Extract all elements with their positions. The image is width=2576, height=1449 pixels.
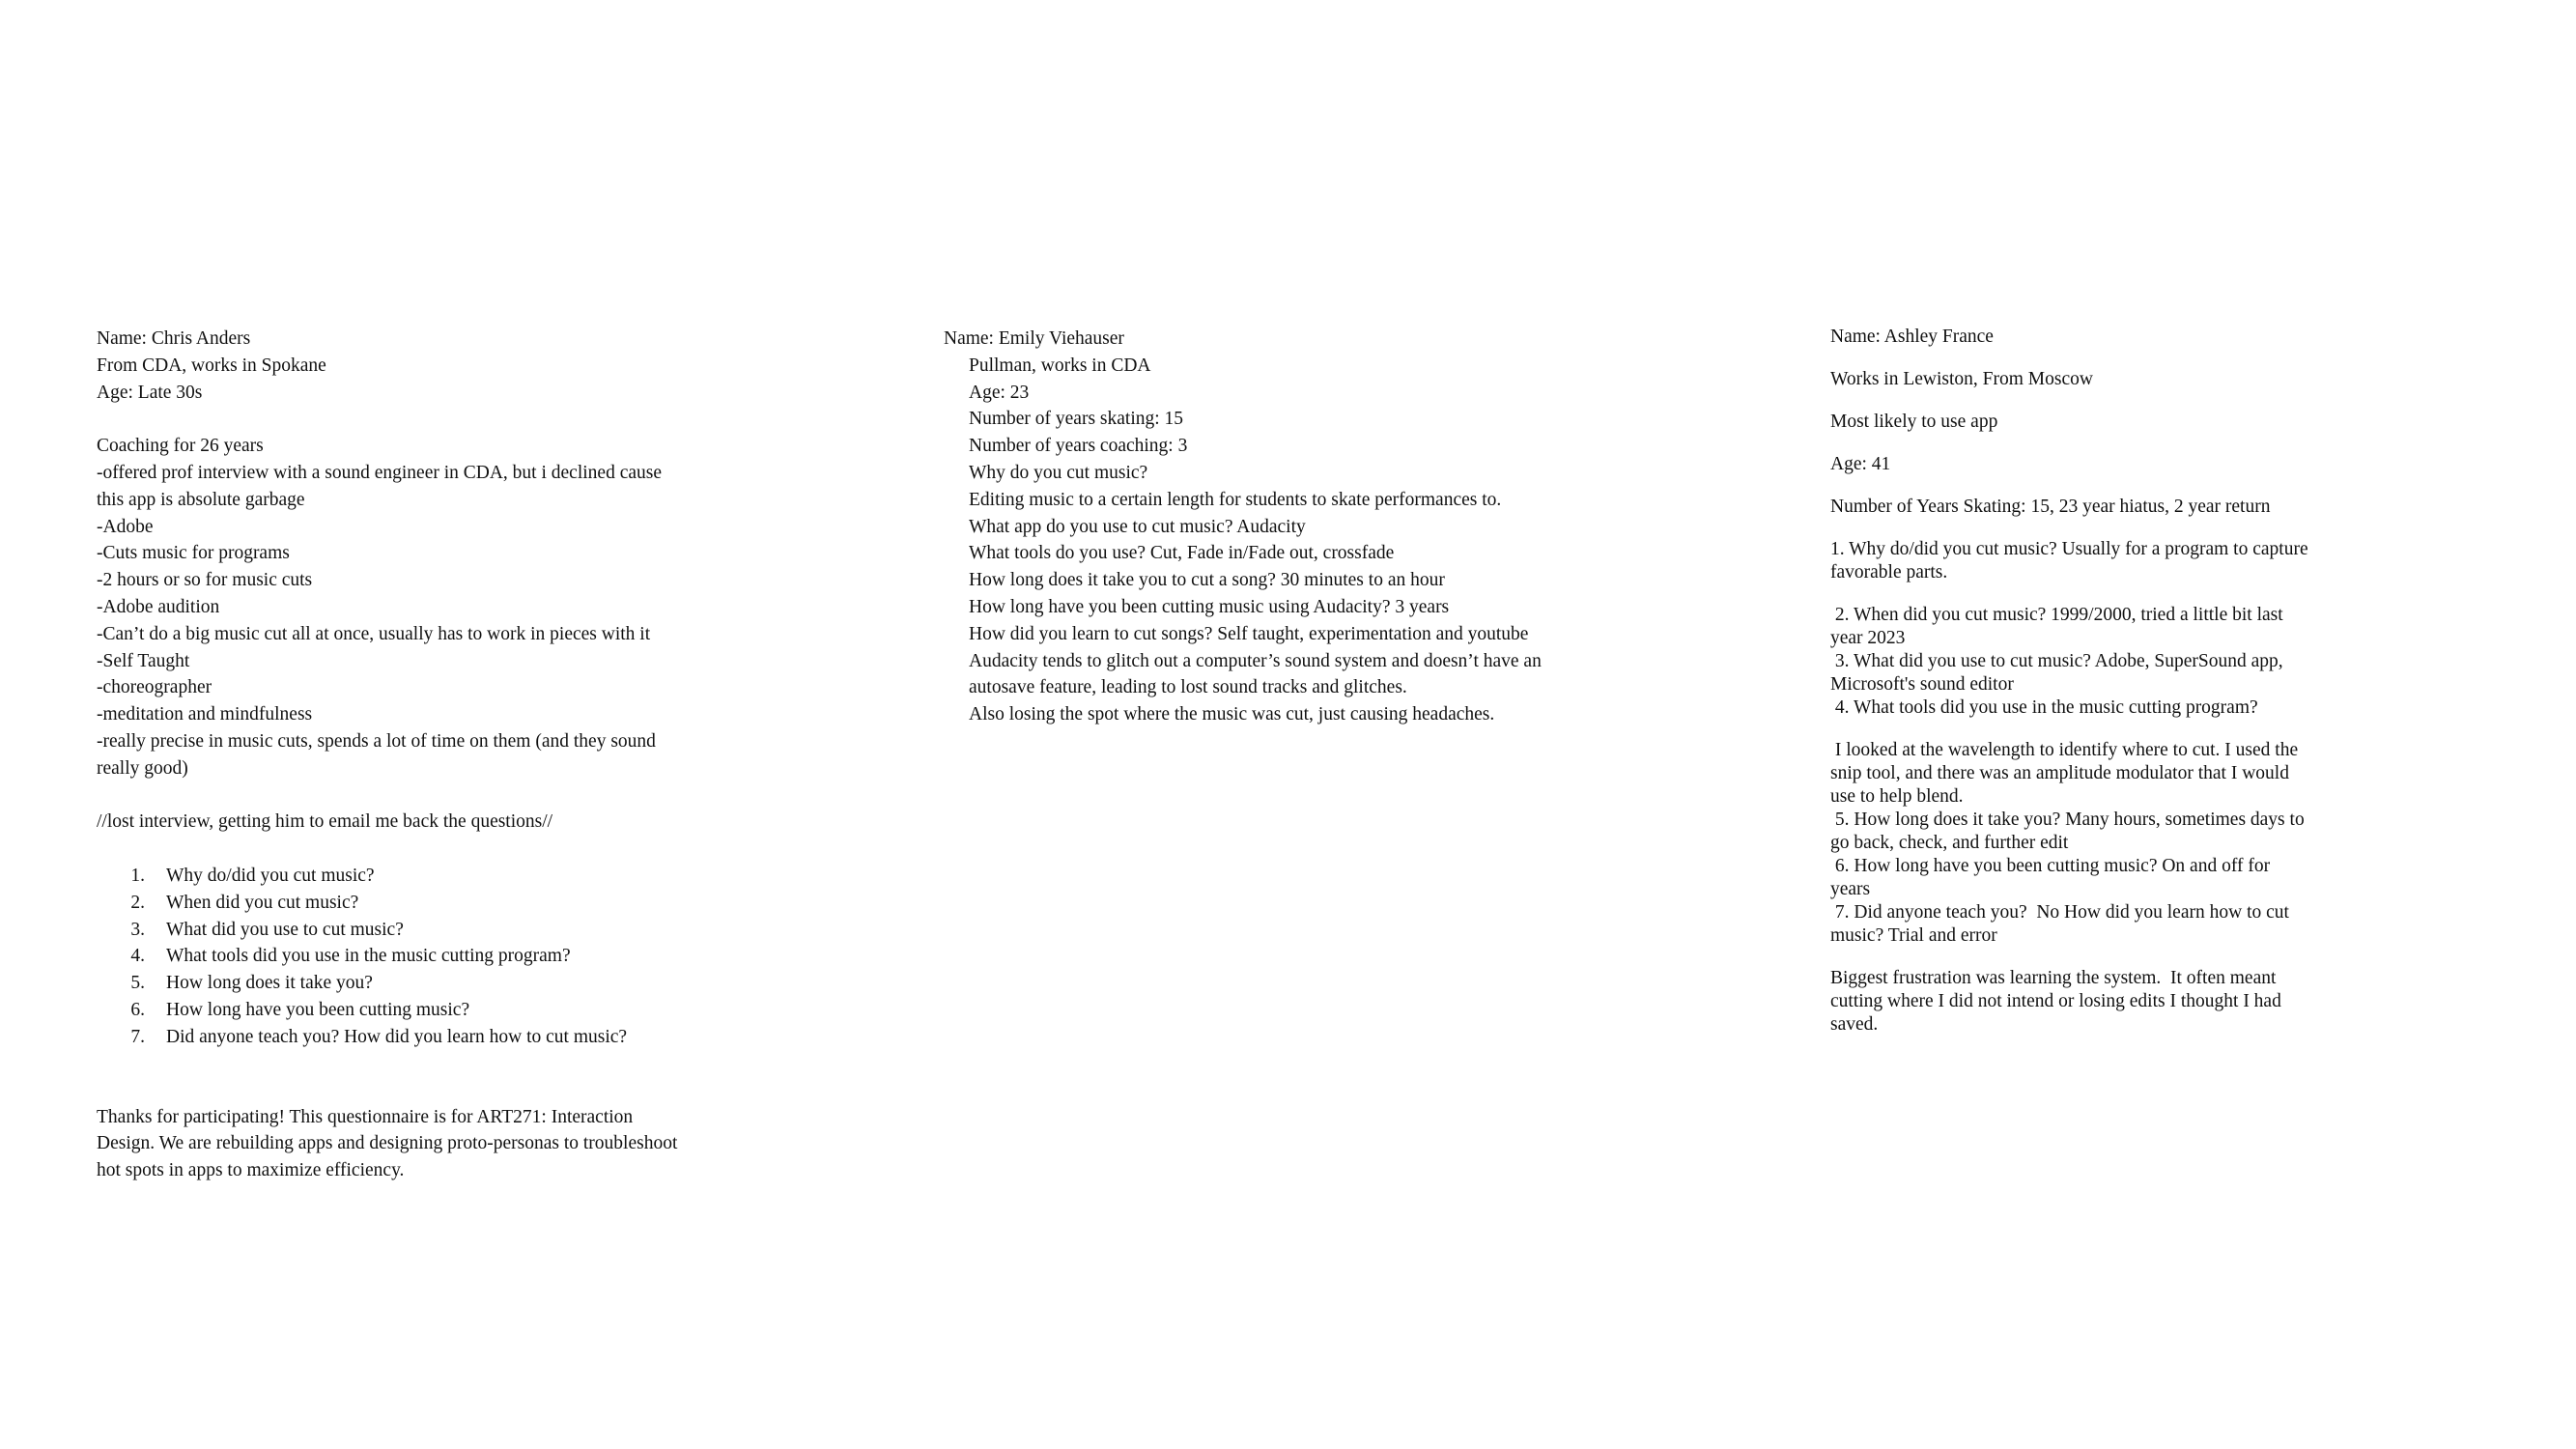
note-line: -meditation and mindfulness [97, 704, 313, 725]
answer-block: 1. Why do/did you cut music? Usually for a program to capture favorable parts. [1830, 539, 2308, 582]
list-item: 7. Did anyone teach you? How did you learn how to cut music? [130, 1026, 628, 1047]
persona-note: Most likely to use app [1830, 412, 1998, 432]
note-line: this app is absolute garbage [97, 489, 305, 510]
note-line: -offered prof interview with a sound engineer in CDA, but i declined cause [97, 462, 662, 483]
note-line: How long does it take you to cut a song? 30 minutes to an hour [969, 570, 1445, 591]
question-list [97, 863, 734, 1051]
list-item: 2. When did you cut music? [130, 892, 359, 913]
interview-chris-anders [97, 326, 734, 1184]
persona-name: Name: Chris Anders [97, 328, 251, 349]
note-line: -really precise in music cuts, spends a lot of time on them (and they sound [97, 730, 656, 752]
note-line: -2 hours or so for music cuts [97, 570, 313, 591]
note-line: How long have you been cutting music using Audacity? 3 years [969, 596, 1450, 617]
note-line: What tools do you use? Cut, Fade in/Fade out, crossfade [969, 543, 1395, 564]
persona-skating-years: Number of Years Skating: 15, 23 year hiatus, 2 year return [1830, 497, 2271, 517]
note-line: Age: 23 [969, 382, 1030, 403]
interview-emily-viehauser [944, 326, 1620, 728]
note-line: autosave feature, leading to lost sound tracks and glitches. [969, 677, 1407, 698]
list-item: 5. How long does it take you? [130, 973, 373, 994]
note-line: -Self Taught [97, 650, 190, 671]
note-line: Editing music to a certain length for students to skate performances to. [969, 489, 1502, 510]
persona-name: Name: Emily Viehauser [944, 328, 1124, 349]
interview-notes [944, 353, 1620, 728]
persona-age: Age: 41 [1830, 454, 1891, 474]
persona-age: Age: Late 30s [97, 382, 203, 403]
note-line: really good) [97, 757, 188, 779]
list-item: 6. How long have you been cutting music? [130, 999, 470, 1020]
interview-notes [97, 433, 734, 781]
note-line: Why do you cut music? [969, 462, 1148, 483]
note-line: -choreographer [97, 677, 212, 698]
note-line: -Cuts music for programs [97, 543, 290, 564]
persona-location: From CDA, works in Spokane [97, 355, 326, 376]
note-line: Coaching for 26 years [97, 436, 264, 457]
answer-block: I looked at the wavelength to identify where to cut. I used the snip tool, and there was an amplitude modulator that I would use to help blend. 5. How long does it take you? Many hours, sometimes days to go back, check, and further edit 6. How long have you been cutting music? On and off for years 7. Did anyone teach you? No How did you learn how to cut music? Trial and error [1830, 740, 2305, 946]
note-line: Number of years skating: 15 [969, 409, 1184, 430]
note-line: How did you learn to cut songs? Self taught, experimentation and youtube [969, 623, 1529, 644]
list-item: 1. Why do/did you cut music? [130, 865, 375, 886]
note-line: Pullman, works in CDA [969, 355, 1151, 376]
interview-ashley-france [1830, 326, 2371, 1037]
note-line: What app do you use to cut music? Audacity [969, 516, 1306, 537]
note-line: Number of years coaching: 3 [969, 436, 1188, 457]
note-line: -Adobe audition [97, 596, 220, 617]
lost-interview-note: //lost interview, getting him to email me back the questions// [97, 811, 553, 833]
thanks-paragraph: Thanks for participating! This questionnaire is for ART271: Interaction Design. We are rebuilding apps and designing proto-personas to troubleshoot hot spots in apps to maximize efficiency. [97, 1106, 678, 1181]
note-line: -Adobe [97, 516, 154, 537]
persona-location: Works in Lewiston, From Moscow [1830, 369, 2093, 389]
note-line: Audacity tends to glitch out a computer’s sound system and doesn’t have an [969, 650, 1542, 671]
list-item: 4. What tools did you use in the music cutting program? [130, 946, 571, 967]
frustration-paragraph: Biggest frustration was learning the system. It often meant cutting where I did not intend or losing edits I thought I had saved. [1830, 968, 2281, 1035]
list-item: 3. What did you use to cut music? [130, 919, 404, 940]
answer-block: 2. When did you cut music? 1999/2000, tried a little bit last year 2023 3. What did you use to cut music? Adobe, SuperSound app, Microsoft's sound editor 4. What tools did you use in the music cutting program? [1830, 605, 2283, 718]
note-line: Also losing the spot where the music was cut, just causing headaches. [969, 704, 1495, 725]
persona-name: Name: Ashley France [1830, 327, 1994, 347]
note-line: -Can’t do a big music cut all at once, usually has to work in pieces with it [97, 623, 651, 644]
